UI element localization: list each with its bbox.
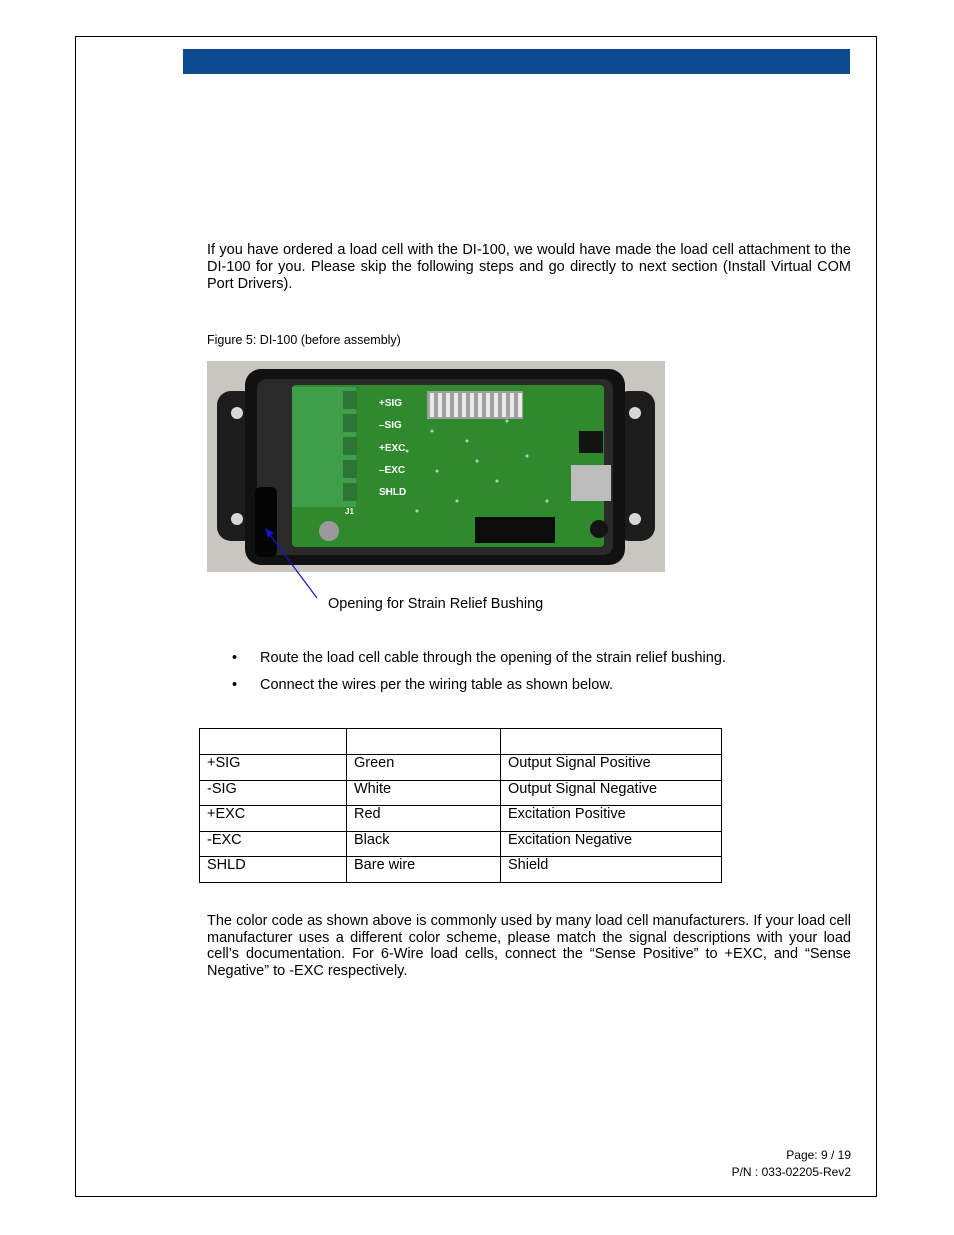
table-cell: Excitation Negative	[501, 831, 722, 857]
table-cell: Bare wire	[347, 857, 501, 883]
table-row	[200, 780, 722, 806]
intro-paragraph: If you have ordered a load cell with the DI-100, we would have made the load cell attachment to the DI-100 for you. Please skip the following steps and go directly to next section (Install Virtual COM Port Drivers).	[207, 242, 851, 292]
list-item: • Route the load cell cable through the opening of the strain relief bushing.	[232, 650, 726, 666]
terminal-label: –EXC	[379, 465, 406, 476]
table-cell: Shield	[501, 857, 722, 883]
table-cell: SHLD	[200, 857, 347, 883]
header-bar	[183, 49, 850, 74]
page-number: Page: 9 / 19	[786, 1148, 851, 1162]
wiring-table	[199, 728, 722, 883]
terminal-label: +SIG	[379, 398, 403, 409]
terminal-label: SHLD	[379, 487, 407, 498]
instruction-list	[232, 650, 726, 704]
page-border	[75, 36, 877, 1197]
bullet-icon: •	[232, 677, 238, 693]
page-footer	[732, 1147, 851, 1181]
table-header	[200, 729, 347, 755]
table-cell: -SIG	[200, 780, 347, 806]
connector-label: J1	[345, 507, 354, 516]
table-cell: Output Signal Positive	[501, 755, 722, 781]
table-cell: White	[347, 780, 501, 806]
table-row	[200, 806, 722, 832]
terminal-label: –SIG	[379, 420, 402, 431]
table-cell: Red	[347, 806, 501, 832]
figure-annotation: Opening for Strain Relief Bushing	[328, 596, 544, 612]
table-row	[200, 755, 722, 781]
table-cell: Black	[347, 831, 501, 857]
table-cell: +SIG	[200, 755, 347, 781]
table-header	[501, 729, 722, 755]
part-number: P/N : 033-02205-Rev2	[731, 1165, 851, 1179]
table-cell: +EXC	[200, 806, 347, 832]
device-photo	[207, 361, 665, 572]
table-cell: -EXC	[200, 831, 347, 857]
table-cell: Excitation Positive	[501, 806, 722, 832]
terminal-label: +EXC	[379, 443, 406, 454]
table-row	[200, 857, 722, 883]
list-item: • Connect the wires per the wiring table as shown below.	[232, 677, 614, 693]
table-header	[347, 729, 501, 755]
closing-paragraph: The color code as shown above is commonly used by many load cell manufacturers. If your load cell manufacturer uses a different color scheme, please match the signal descriptions with your load cell’s documentation. For 6-Wire load cells, connect the “Sense Positive” to +EXC, and “Sense Negative” to -EXC respectively.	[207, 913, 851, 980]
figure-caption: Figure 5: DI-100 (before assembly)	[207, 333, 401, 347]
table-cell: Output Signal Negative	[501, 780, 722, 806]
table-cell: Green	[347, 755, 501, 781]
table-header-row	[200, 729, 722, 755]
bullet-icon: •	[232, 650, 238, 666]
table-row	[200, 831, 722, 857]
